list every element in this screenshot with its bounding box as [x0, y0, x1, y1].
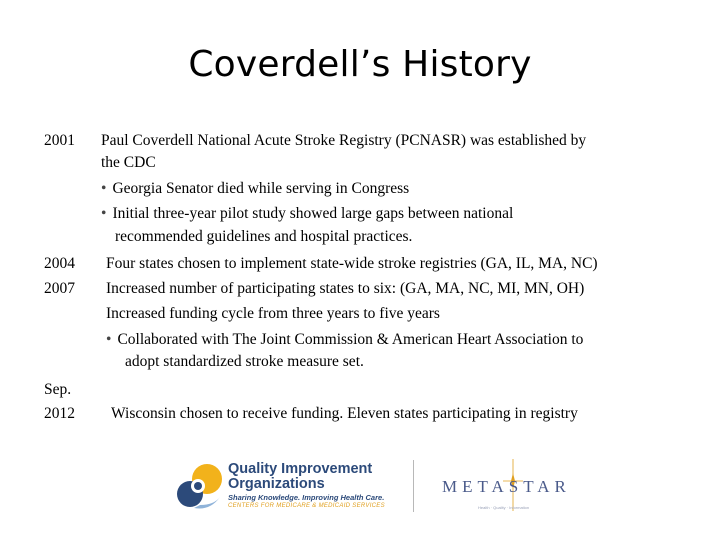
bullet-icon: • [101, 180, 107, 197]
year-2001: 2001 [44, 132, 75, 149]
entry-2004: Four states chosen to implement state-wide stroke registries (GA, IL, MA, NC) [106, 255, 598, 272]
entry-2012: Wisconsin chosen to receive funding. Eleven states participating in registry [111, 405, 578, 422]
bullet-2001-2-continued: recommended guidelines and hospital practices. [115, 228, 413, 245]
bullet-2007-1: • Collaborated with The Joint Commission & American Heart Association to [106, 331, 584, 348]
entry-2001-continued: the CDC [101, 154, 156, 171]
logo-divider [413, 460, 414, 512]
bullet-2007-1-continued: adopt standardized stroke measure set. [125, 353, 364, 370]
qio-subtitle: CENTERS FOR MEDICARE & MEDICAID SERVICES [228, 503, 385, 509]
entry-2001: Paul Coverdell National Acute Stroke Registry (PCNASR) was established by [101, 132, 587, 149]
year-2007: 2007 [44, 280, 75, 297]
metastar-tagline: Health · Quality · Information [478, 505, 530, 510]
year-2012: 2012 [44, 405, 75, 422]
bullet-icon: • [106, 331, 112, 348]
bullet-icon: • [101, 205, 107, 222]
year-2012-month: Sep. [44, 381, 72, 398]
entry-2007-b: Increased funding cycle from three years to five years [106, 305, 440, 322]
qio-logo-icon [174, 461, 226, 513]
qio-title: Quality Improvement Organizations [228, 461, 373, 492]
year-2004: 2004 [44, 255, 75, 272]
bullet-2001-1: • Georgia Senator died while serving in Congress [101, 180, 410, 197]
slide-title: Coverdell’s History [188, 44, 532, 85]
bullet-2001-2: • Initial three-year pilot study showed large gaps between national [101, 205, 514, 222]
footer-logos [170, 455, 590, 517]
qio-tagline: Sharing Knowledge. Improving Health Care. [228, 493, 385, 502]
entry-2007: Increased number of participating states to six: (GA, MA, NC, MI, MN, OH) [106, 280, 585, 297]
metastar-logo: METASTAR [442, 477, 571, 496]
